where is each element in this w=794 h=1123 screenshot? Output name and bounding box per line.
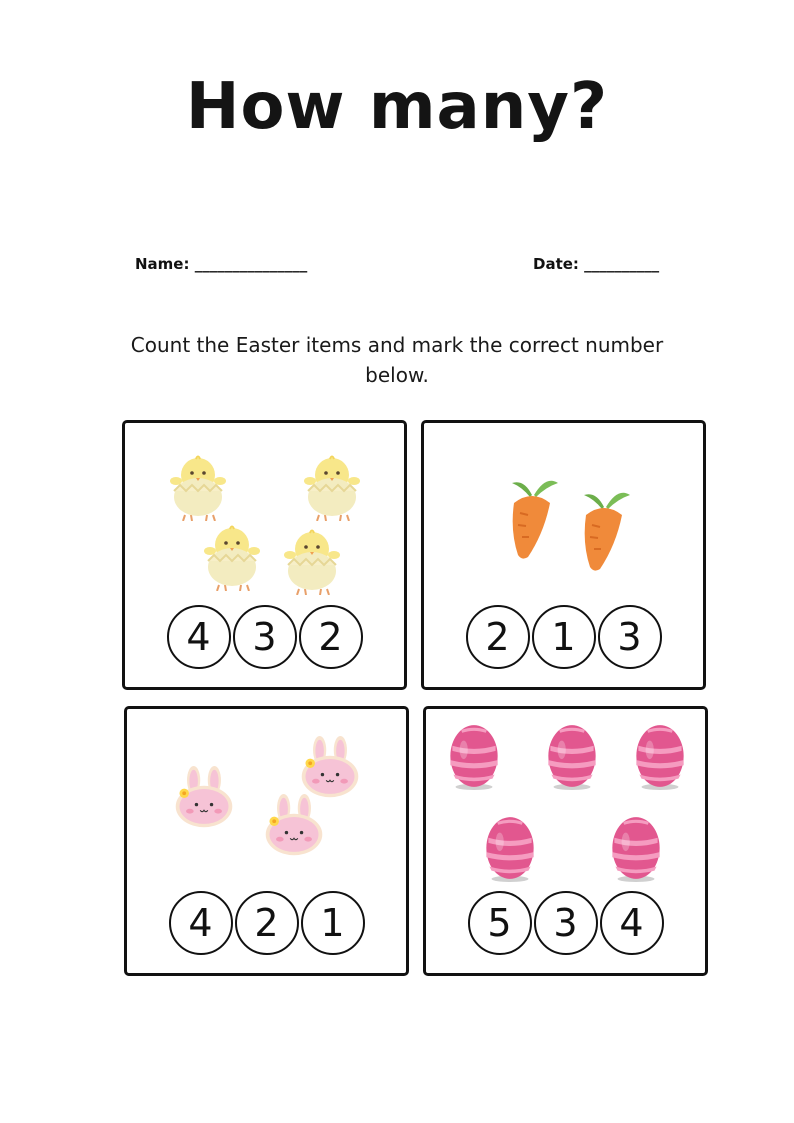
answer-option[interactable]: 3 (534, 891, 598, 955)
answer-option[interactable]: 1 (532, 605, 596, 669)
page-title: How many? (185, 70, 609, 144)
egg-icon (546, 719, 598, 791)
answer-option[interactable]: 3 (598, 605, 662, 669)
answer-option[interactable]: 2 (466, 605, 530, 669)
answer-options (127, 891, 406, 955)
answer-options (424, 605, 703, 669)
chick-icon (297, 451, 367, 521)
question-card-eggs (423, 706, 708, 976)
chick-icon (277, 525, 347, 595)
egg-icon (610, 811, 662, 883)
egg-icon (484, 811, 536, 883)
bunny-icon (171, 765, 237, 831)
chick-icon (197, 521, 267, 591)
egg-icon (448, 719, 500, 791)
answer-option[interactable]: 4 (169, 891, 233, 955)
question-card-chicks (122, 420, 407, 690)
answer-options (125, 605, 404, 669)
answer-option[interactable]: 1 (301, 891, 365, 955)
answer-option[interactable]: 3 (233, 605, 297, 669)
question-card-carrots (421, 420, 706, 690)
name-field[interactable]: Name: _______________ (135, 255, 308, 273)
answer-option[interactable]: 4 (600, 891, 664, 955)
question-card-bunnies (124, 706, 409, 976)
carrot-icon (574, 485, 634, 575)
date-field[interactable]: Date: __________ (533, 255, 660, 273)
answer-options (426, 891, 705, 955)
bunny-icon (297, 735, 363, 801)
chick-icon (163, 451, 233, 521)
bunny-icon (261, 793, 327, 859)
answer-option[interactable]: 2 (235, 891, 299, 955)
answer-option[interactable]: 4 (167, 605, 231, 669)
answer-option[interactable]: 5 (468, 891, 532, 955)
answer-option[interactable]: 2 (299, 605, 363, 669)
instructions: Count the Easter items and mark the correct number below. (130, 333, 664, 387)
egg-icon (634, 719, 686, 791)
carrot-icon (502, 473, 562, 563)
